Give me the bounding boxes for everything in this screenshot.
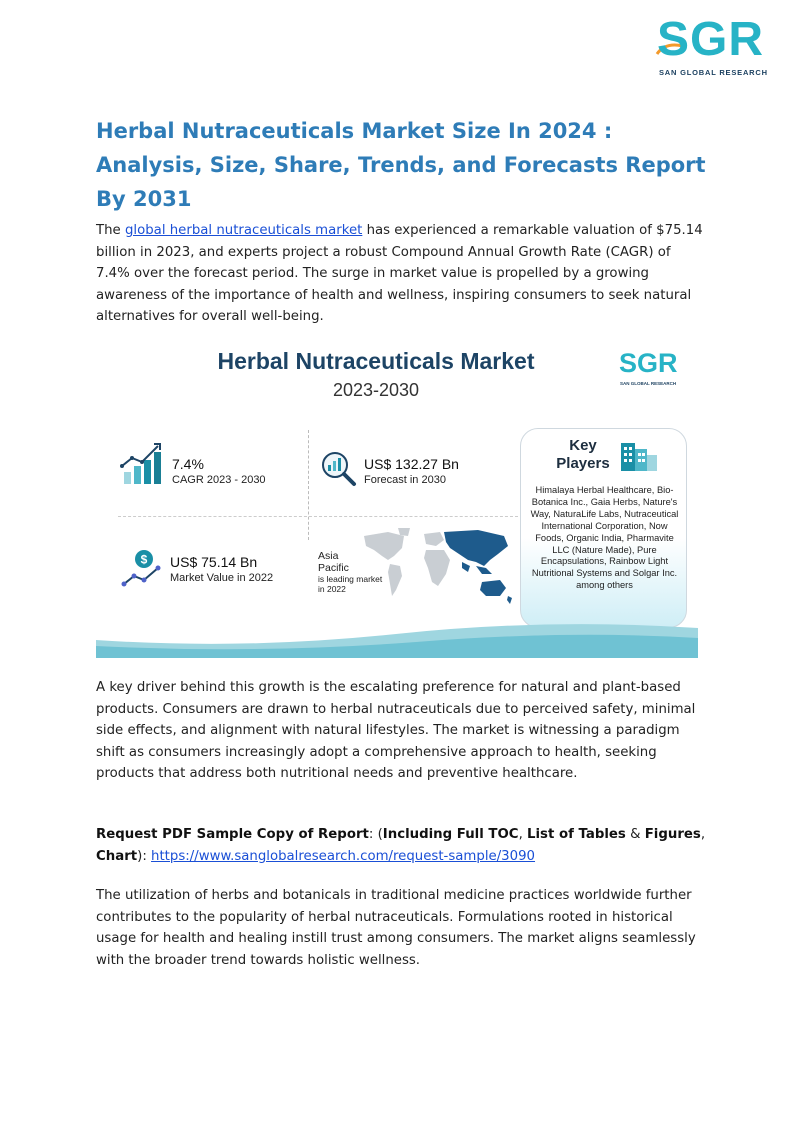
infographic-logo <box>619 350 691 390</box>
region-name-line1: Asia <box>318 550 339 562</box>
sgr-logo <box>655 13 780 80</box>
key-players-title-line2: Players <box>556 455 610 472</box>
svg-text:$: $ <box>140 552 148 567</box>
request-figures: Figures <box>644 827 701 842</box>
forecast-label: Forecast in 2030 <box>364 474 446 486</box>
cagr-value: 7.4% <box>172 456 204 472</box>
request-label: Request PDF Sample Copy of Report <box>96 827 369 842</box>
key-players-list: Himalaya Herbal Healthcare, Bio-Botanica Inc., Gaia Herbs, Nature's Way, NaturaLife Labs, Nutraceutical International Corporation, Now Foods, Organic India, Pharmavite LLC (Nature Made), Pure Encapsulations, Rainbow Light Nutritional Systems and Solgar Inc. among others <box>530 485 679 591</box>
infographic-logo-text: SGR <box>619 348 678 378</box>
market-infographic <box>96 340 698 658</box>
growth-driver-paragraph: A key driver behind this growth is the escalating preference for natural and plant-based products. Consumers are drawn to herbal nutraceuticals due to perceived safety, minimal side effects, and alignment with natural lifestyles. The market is witnessing a paradigm shift as consumers increasingly adopt a comprehensive approach to health, seeking products that address both nutritional needs and preventive healthcare. <box>96 680 696 782</box>
request-sample-link[interactable]: https://www.sanglobalresearch.com/request-sample/3090 <box>151 848 536 864</box>
infographic-logo-tagline: SAN GLOBAL RESEARCH <box>620 381 677 386</box>
dollar-growth-icon <box>120 548 166 588</box>
request-close: ): <box>137 848 152 864</box>
request-toc: Including Full TOC <box>382 827 519 842</box>
key-players-title <box>551 437 615 473</box>
forecast-value: US$ 132.27 Bn <box>364 456 459 472</box>
request-tables: List of Tables <box>527 827 626 842</box>
decorative-wave <box>96 610 698 658</box>
request-comma2: , <box>700 827 706 842</box>
key-players-title-line1: Key <box>569 437 597 454</box>
market-value: US$ 75.14 Bn <box>170 554 258 570</box>
divider-horizontal <box>118 516 518 517</box>
region-name-line2: Pacific <box>318 562 349 574</box>
magnifier-chart-icon <box>320 450 360 488</box>
divider-vertical <box>308 430 309 540</box>
growth-chart-icon <box>120 440 168 486</box>
intro-suffix: has experienced a remarkable valuation of $75.14 billion in 2023, and experts project a robust Compound Annual Growth Rate (CAGR) of 7.4% over the forecast period. The surge in market value is propelled by a growing awareness of the importance of health and wellness, inspiring consumers to seek natural alternatives for overall well-being. <box>96 223 703 325</box>
buildings-icon <box>619 437 659 473</box>
logo-tagline: SAN GLOBAL RESEARCH <box>659 68 768 77</box>
page-title: Herbal Nutraceuticals Market Size In 2024 : Analysis, Size, Share, Trends, and Forecasts Report By 2031 <box>96 119 706 211</box>
request-amp: & <box>625 827 645 842</box>
intro-prefix: The <box>96 223 125 238</box>
intro-paragraph <box>96 220 706 328</box>
request-sample-paragraph <box>96 824 706 867</box>
infographic-title: Herbal Nutraceuticals Market <box>217 348 535 374</box>
logo-letters: SGR <box>657 13 765 66</box>
market-value-label: Market Value in 2022 <box>170 572 274 584</box>
region-desc-line1: is leading market <box>318 574 383 584</box>
key-players-panel <box>520 428 687 628</box>
market-link[interactable]: global herbal nutraceuticals market <box>124 223 363 238</box>
request-chart: Chart <box>96 848 138 864</box>
request-colon: : ( <box>368 827 383 842</box>
region-desc-line2: in 2022 <box>318 584 346 594</box>
cagr-label: CAGR 2023 - 2030 <box>172 474 266 486</box>
world-map-icon <box>358 526 518 610</box>
infographic-years: 2023-2030 <box>332 380 420 400</box>
request-comma: , <box>518 827 528 842</box>
herbs-paragraph: The utilization of herbs and botanicals in traditional medicine practices worldwide further contributes to the popularity of herbal nutraceuticals. Formulations rooted in historical usage for health and healing instill trust among consumers. The market aligns seamlessly with the broader trend towards holistic wellness. <box>96 888 696 968</box>
